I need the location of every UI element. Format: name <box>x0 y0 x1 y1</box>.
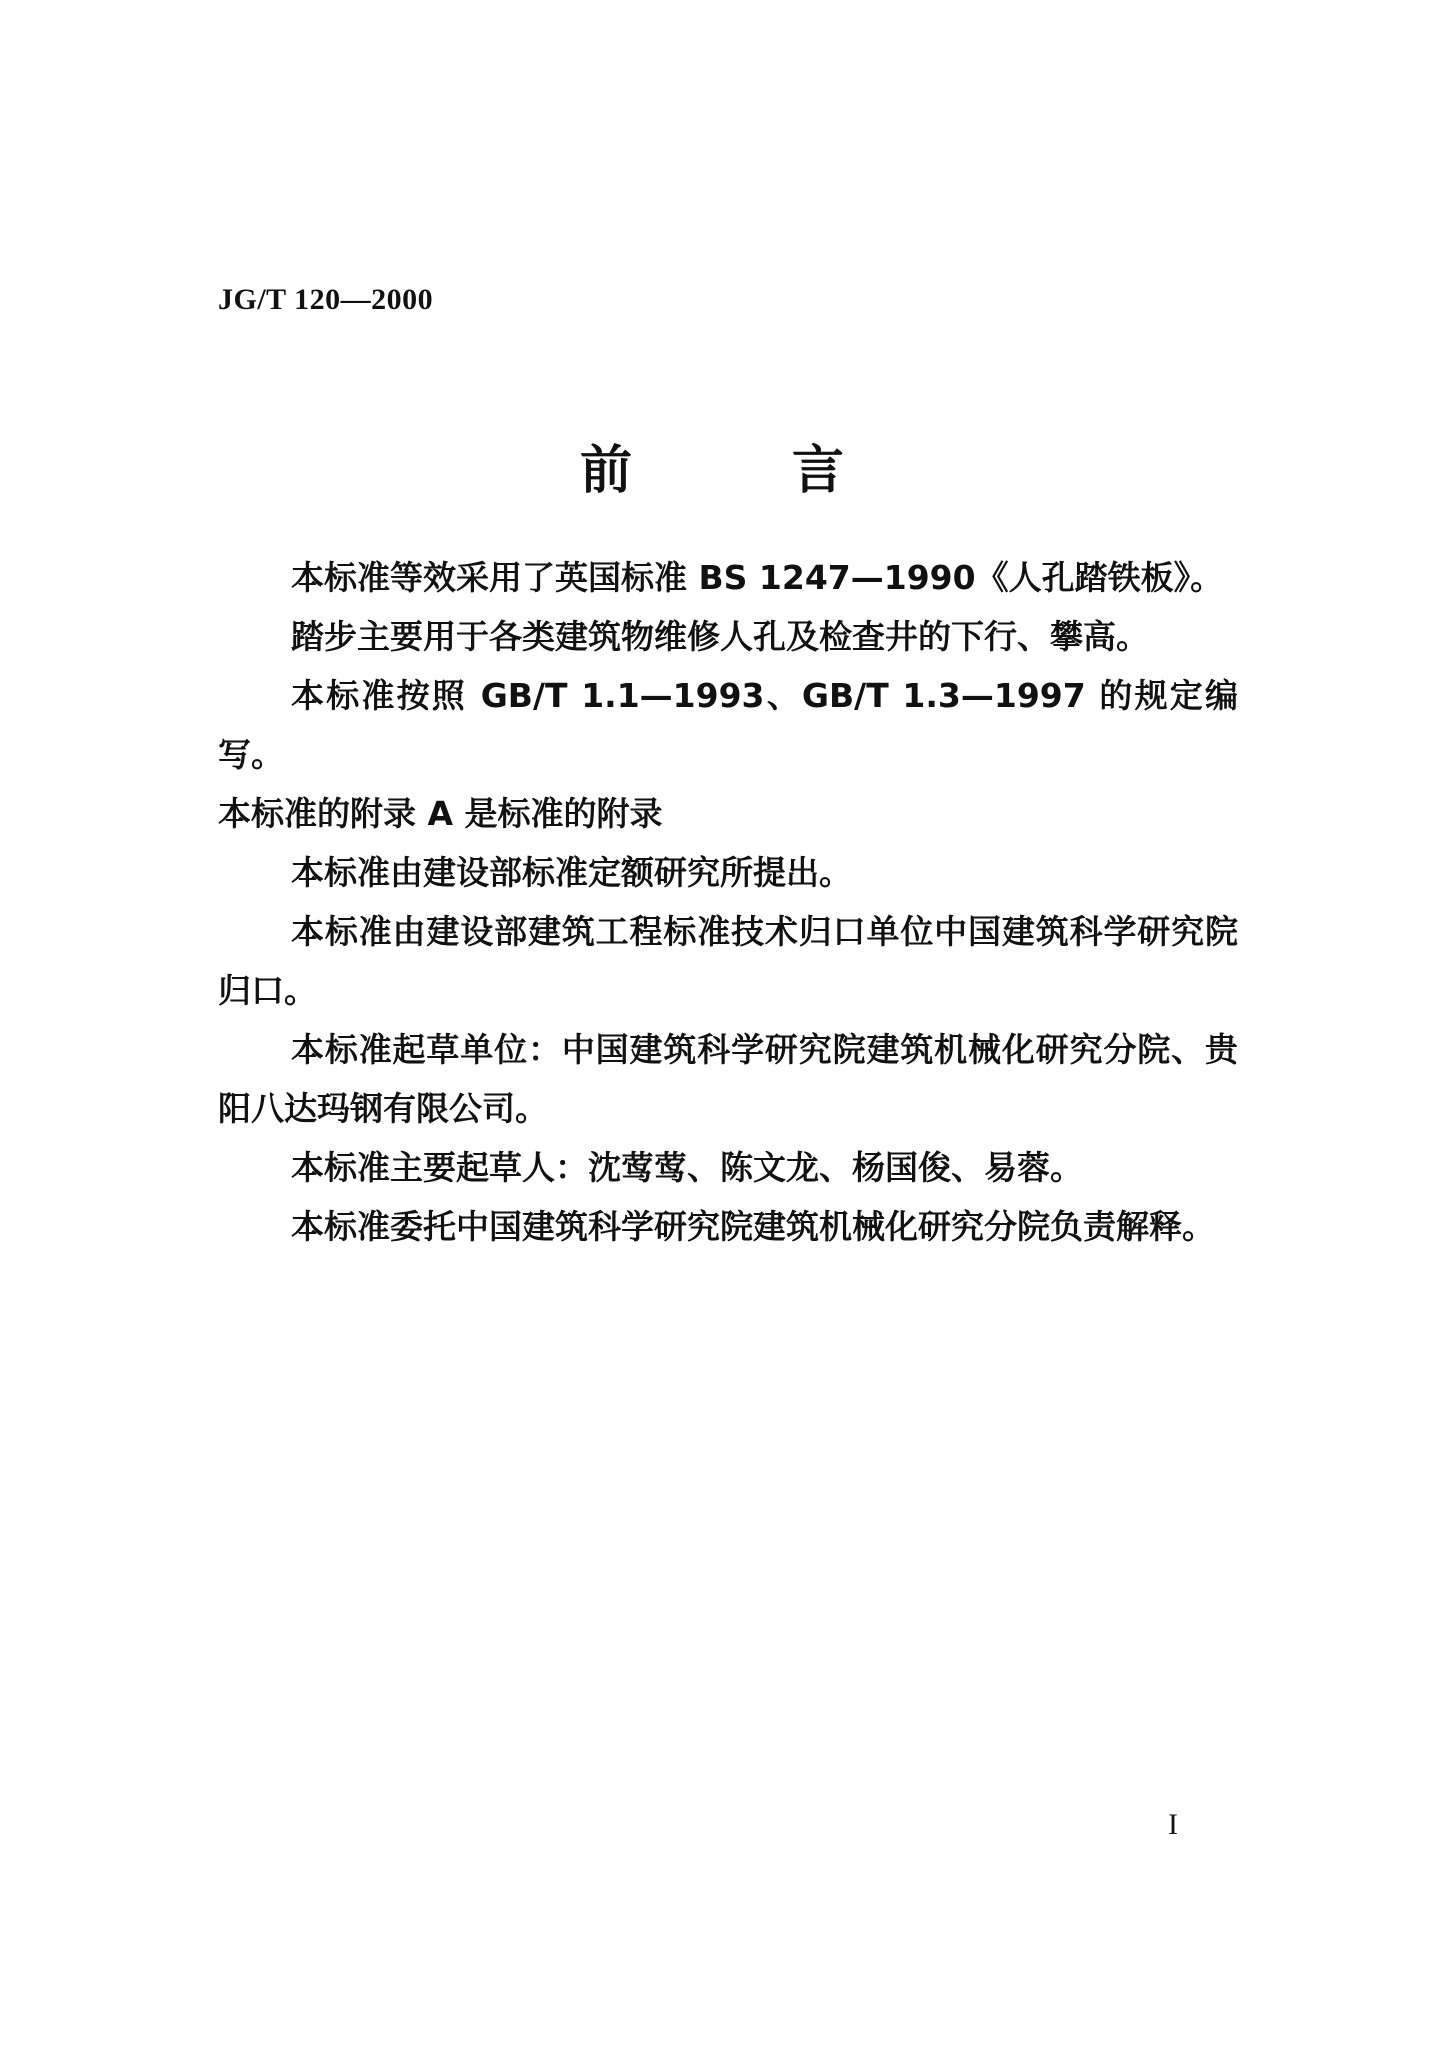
paragraph-centralized-unit: 本标准由建设部建筑工程标准技术归口单位中国建筑科学研究院归口。 <box>218 912 1238 1010</box>
paragraph-appendix: 本标准的附录 A 是标准的附录 <box>218 794 663 833</box>
page-title: 前言 <box>580 441 1005 501</box>
paragraph-drafting-rules: 本标准按照 GB/T 1.1—1993、GB/T 1.3—1997 的规定编写。 <box>218 676 1238 774</box>
page-number: I <box>1168 1808 1178 1841</box>
standard-code: JG/T 120—2000 <box>218 283 434 316</box>
foreword-body <box>218 548 1238 1256</box>
paragraph-drafting-units: 本标准起草单位：中国建筑科学研究院建筑机械化研究分院、贵阳八达玛钢有限公司。 <box>218 1030 1238 1128</box>
paragraph-equivalence: 本标准等效采用了英国标准 BS 1247—1990《人孔踏铁板》。 <box>291 558 1224 597</box>
paragraph-drafters: 本标准主要起草人：沈莺莺、陈文龙、杨国俊、易蓉。 <box>291 1148 1083 1187</box>
paragraph-interpretation: 本标准委托中国建筑科学研究院建筑机械化研究分院负责解释。 <box>291 1207 1215 1246</box>
paragraph-usage: 踏步主要用于各类建筑物维修人孔及检查井的下行、攀高。 <box>291 617 1149 656</box>
paragraph-proposer: 本标准由建设部标准定额研究所提出。 <box>291 853 852 892</box>
